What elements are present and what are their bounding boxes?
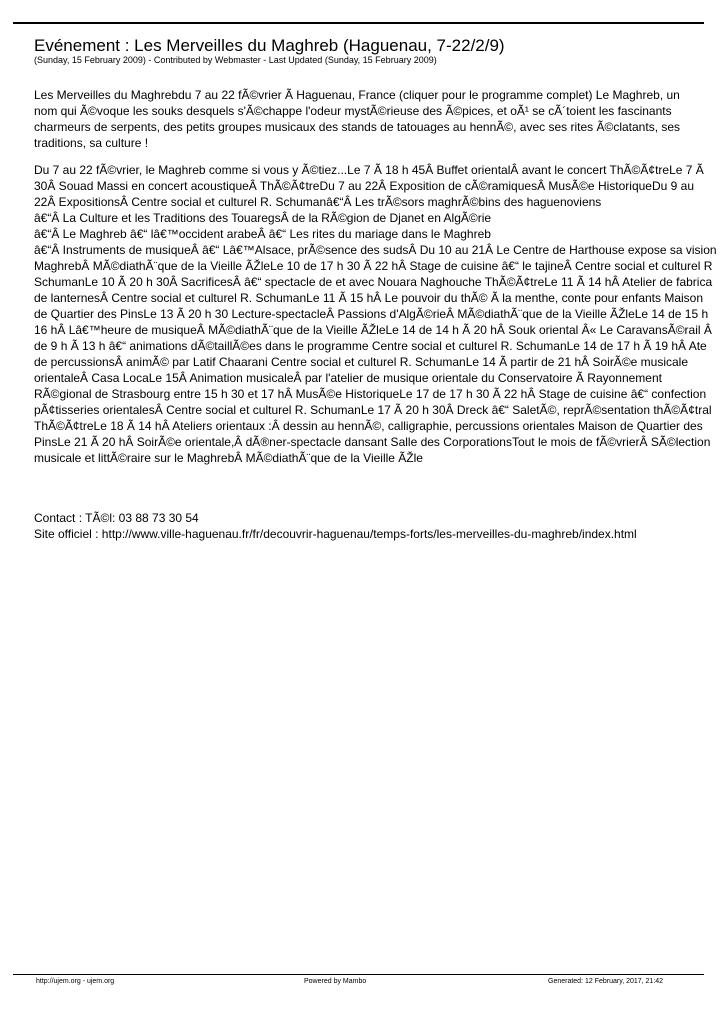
text-line: MaghrebÂ MÃ©diathÃ¨que de la Vieille ÃŽleLe 10 de 17 h 30 Ã 22 hÂ Stage de cuisine â€“ le tajineÂ Centre social et culturel R [34, 259, 713, 273]
text-line: 30Â Souad Massi en concert acoustiqueÂ ThÃ©Ã¢treDu 7 au 22Â Exposition de cÃ©ramiquesÂ MusÃ©e HistoriqueDu 9 au [34, 179, 694, 193]
text-line: de 9 h Ã 13 h â€“ animations dÃ©taillÃ©es dans le programme Centre social et culturel R. SchumanLe 14 de 17 h Ã 19 hÂ Ate [34, 339, 707, 353]
text-line: pÃ¢tisseries orientalesÂ Centre social et culturel R. SchumanLe 17 Ã 20 h 30Â Dreck â€“ SaletÃ©, reprÃ©sentation thÃ©Ã¢tral [34, 403, 712, 417]
text-line: charmeurs de serpents, des petits groupes musicaux des stands de tatouages au hennÃ©, avec ses rites Ã©clatants, ses [34, 120, 681, 134]
footer-divider [13, 974, 704, 975]
intro-paragraph [34, 87, 725, 151]
text-line: Du 7 au 22 fÃ©vrier, le Maghreb comme si vous y Ã©tiez...Le 7 Ã 18 h 45Â Buffet orientalÂ avant le concert ThÃ©Ã¢treLe 7 Ã [34, 163, 704, 177]
page-title: Evénement : Les Merveilles du Maghreb (Haguenau, 7-22/2/9) [34, 36, 505, 55]
text-line: ThÃ©Ã¢treLe 18 Ã 14 hÂ Ateliers orientaux :Â dessin au hennÃ©, calligraphie, percussions orientales Maison de Quartier des [34, 419, 703, 433]
text-line: Les Merveilles du Maghrebdu 7 au 22 fÃ©vrier Ã Haguenau, France (cliquer pour le programme complet) Le Maghreb, un [34, 88, 680, 102]
text-line: RÃ©gional de Strasbourg entre 15 h 30 et 17 hÂ MusÃ©e HistoriqueLe 17 de 17 h 30 Ã 22 hÂ Stage de cuisine â€“ confection [34, 387, 707, 401]
official-site-line: Site officiel : http://www.ville-haguenau.fr/fr/decouvrir-haguenau/temps-forts/les-merveilles-du-maghreb/index.html [34, 527, 637, 541]
text-line: 22Â ExpositionsÂ Centre social et culturel R. Schumanâ€“Â Les trÃ©sors maghrÃ©bins des haguenoviens [34, 195, 602, 209]
text-line: musicale et littÃ©raire sur le MaghrebÂ MÃ©diathÃ¨que de la Vieille ÃŽle [34, 451, 423, 465]
article-body [34, 87, 725, 466]
text-line: de percussionsÂ animÃ© par Latif Chaarani Centre social et culturel R. SchumanLe 14 Ã partir de 21 hÂ SoirÃ©e musicale [34, 355, 689, 369]
text-line: â€“Â Instruments de musiqueÂ â€“ Lâ€™Alsace, prÃ©sence des sudsÂ Du 10 au 21Â Le Centre de Harthouse expose sa vision [34, 243, 717, 257]
text-line: de Quartier des PinsLe 13 Ã 20 h 30 Lecture-spectacleÂ Passions d'AlgÃ©rieÂ MÃ©diathÃ¨que de la Vieille ÃŽleLe 14 de 15 h [34, 307, 709, 321]
text-line: 16 hÂ Lâ€™heure de musiqueÂ MÃ©diathÃ¨que de la Vieille ÃŽleLe 14 de 14 h Ã 20 hÂ Souk oriental Â« Le CaravansÃ©rail Â [34, 323, 712, 337]
text-line: traditions, sa culture ! [34, 136, 149, 150]
program-paragraph [34, 162, 725, 466]
paragraph-spacer [34, 151, 725, 162]
text-line: â€“Â Le Maghreb â€“ lâ€™occident arabeÂ â€“ Les rites du mariage dans le Maghreb [34, 227, 491, 241]
text-line: PinsLe 21 Ã 20 hÂ SoirÃ©e orientale,Â dÃ®ner-spectacle dansant Salle des CorporationsTout le mois de fÃ©vrierÂ SÃ©lection [34, 435, 711, 449]
article-meta: (Sunday, 15 February 2009) - Contributed by Webmaster - Last Updated (Sunday, 15 February 2009) [34, 55, 437, 65]
text-line: orientaleÂ Casa LocaLe 15Â Animation musicaleÂ par l'atelier de musique orientale du Conservatoire Ã Rayonnement [34, 371, 662, 385]
top-divider [13, 22, 704, 24]
text-line: de lanternesÂ Centre social et culturel R. SchumanLe 11 Ã 15 hÂ Le pouvoir du thÃ© Ã la menthe, conte pour enfants Maison [34, 291, 704, 305]
text-line: â€“Â La Culture et les Traditions des TouaregsÂ de la RÃ©gion de Djanet en AlgÃ©rie [34, 211, 492, 225]
footer-powered-by: Powered by Mambo [304, 978, 367, 985]
footer-site-link: http://ujem.org - ujem.org [36, 978, 115, 985]
contact-phone: Contact : TÃ©l: 03 88 73 30 54 [34, 511, 199, 525]
text-line: nom qui Ã©voque les souks desquels s'Ã©chappe l'odeur mystÃ©rieuse des Ã©pices, et oÃ¹ se cÃ´toient les fascinants [34, 104, 672, 118]
text-line: SchumanLe 10 Ã 20 h 30Â SacrificesÂ â€“ spectacle de et avec Nouara Naghouche ThÃ©Ã¢treLe 11 Ã 14 hÂ Atelier de fabrica [34, 275, 713, 289]
contact-block [34, 510, 637, 542]
footer-generated-date: Generated: 12 February, 2017, 21:42 [548, 978, 664, 985]
